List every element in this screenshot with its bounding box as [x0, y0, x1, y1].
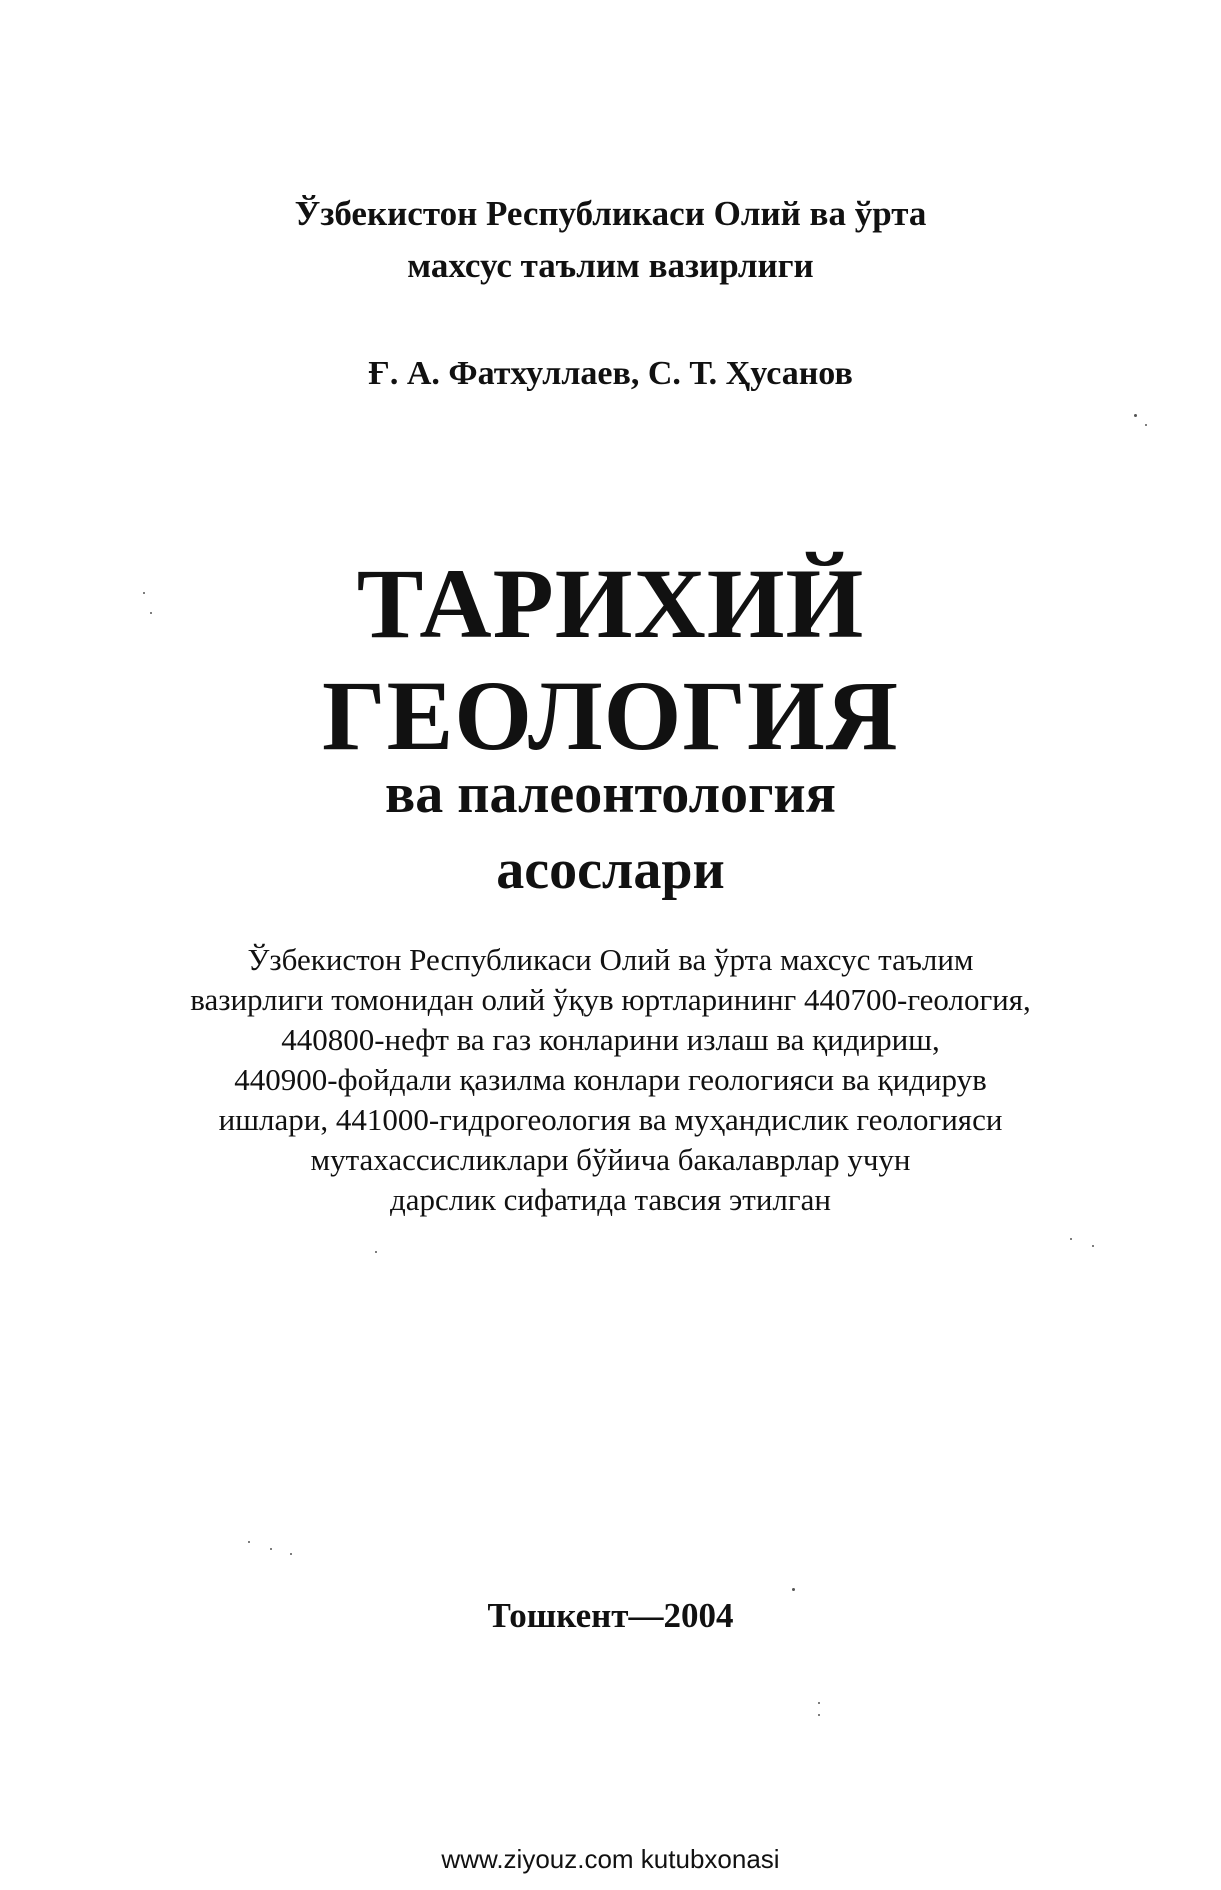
publication-place-year: Тошкент—2004	[487, 1596, 734, 1635]
approval-line: 440900-фойдали қазилма конлари геологияси ва қидирув	[234, 1062, 987, 1097]
approval-line: дарслик сифатида тавсия этилган	[390, 1182, 831, 1217]
scan-speck	[1134, 414, 1137, 417]
approval-line: 440800-нефт ва газ конларини излаш ва қидириш,	[281, 1022, 940, 1057]
scan-speck	[1070, 1238, 1072, 1240]
scan-speck	[248, 1541, 250, 1543]
scan-speck	[1092, 1245, 1094, 1247]
approval-line: вазирлиги томонидан олий ўқув юртларининг 440700-геология,	[190, 982, 1031, 1017]
approval-line: ишлари, 441000-гидрогеология ва муҳандислик геологияси	[218, 1102, 1003, 1137]
scan-speck	[150, 612, 152, 614]
scan-speck	[1145, 424, 1147, 426]
scan-speck	[375, 1251, 377, 1253]
scan-speck	[143, 592, 145, 594]
approval-statement	[0, 940, 1221, 1220]
book-title-line-1: ТАРИХИЙ	[356, 548, 865, 659]
book-subtitle	[0, 756, 1221, 908]
book-title	[0, 548, 1221, 772]
footer-website: www.ziyouz.com kutubxonasi	[441, 1844, 780, 1874]
ministry-line-2: махсус таълим вазирлиги	[407, 246, 814, 285]
book-subtitle-line-2: асослари	[496, 839, 725, 901]
approval-line: Ўзбекистон Республикаси Олий ва ўрта махсус таълим	[247, 942, 974, 977]
scan-speck	[270, 1548, 272, 1550]
authors: Ғ. А. Фатхуллаев, С. Т. Ҳусанов	[368, 355, 853, 392]
scan-speck	[818, 1714, 820, 1716]
scan-speck	[792, 1588, 795, 1591]
book-title-line-2: ГЕОЛОГИЯ	[321, 660, 900, 771]
ministry-line-1: Ўзбекистон Республикаси Олий ва ўрта	[294, 194, 927, 233]
book-subtitle-line-1: ва палеонтология	[385, 763, 836, 825]
scan-speck	[290, 1553, 292, 1555]
approval-line: мутахассисликлари бўйича бакалаврлар учун	[310, 1142, 911, 1177]
scan-speck	[818, 1702, 820, 1704]
ministry-header	[0, 188, 1221, 292]
